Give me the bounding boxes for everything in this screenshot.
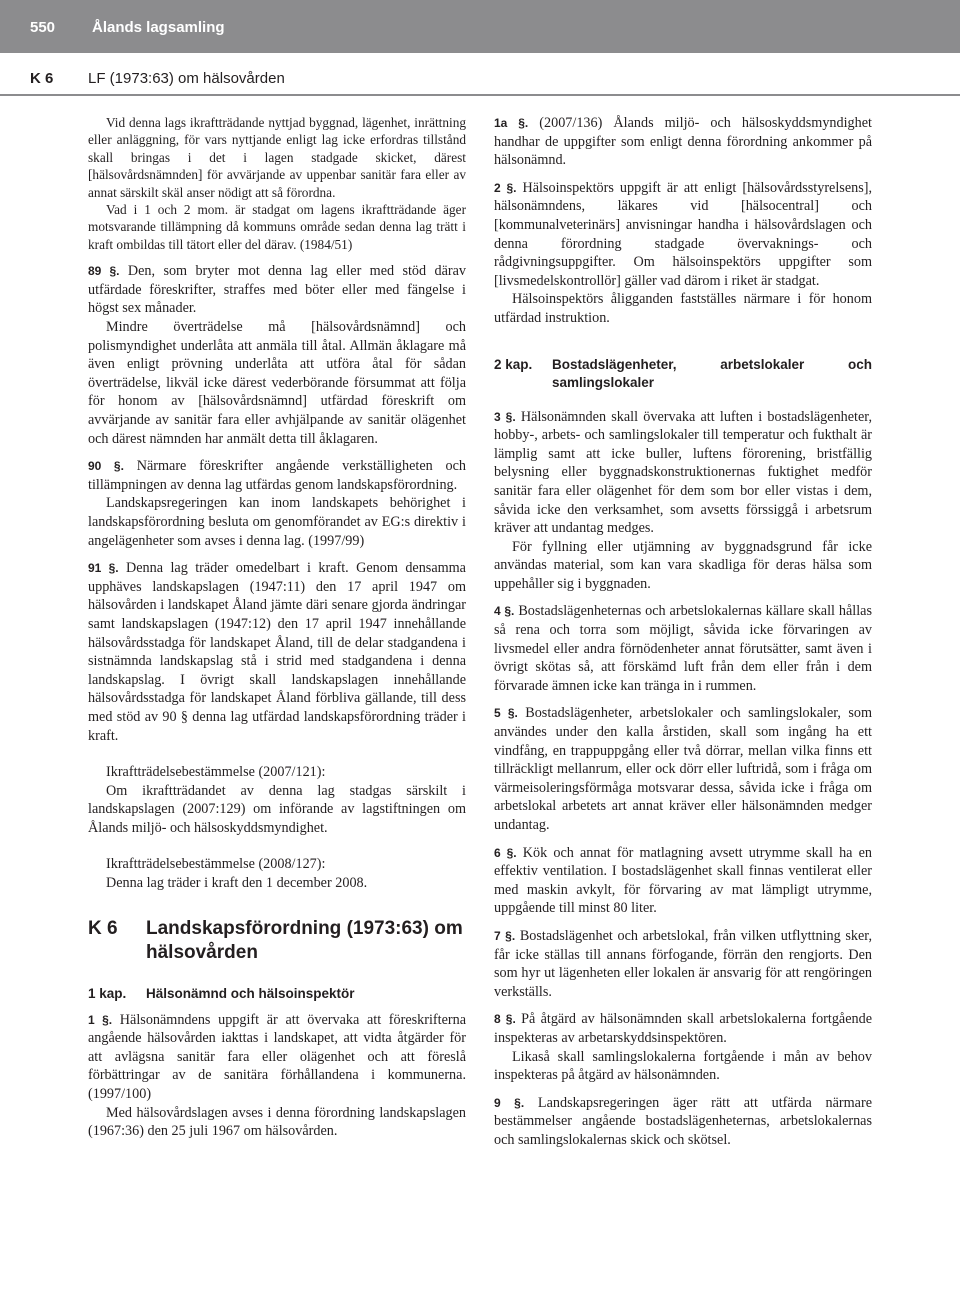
section-text: Denna lag träder omedelbart i kraft. Genom densamma upphäves landskapslagen (1947:11) den 17 april 1947 om hälsovården i landskapet Åland jämte däri senare gjorda ändringar samt landskapslagen (1947:12) den 17 april 1947 innehållande hälsovårdsstadga för landskapet Åland, till de delar stadgandena i sistnämnda landskapslag stå i strid med stadgandena i denna landskapslag. I övrigt skall landskapslagen innehållande hälsovårdsstadga för landskapet Åland förbliva gällande, till dess med stöd av 90 § denna lag utfärdad landskapsförordning träder i kraft. — [88, 560, 466, 744]
section-number: 4 §. — [494, 604, 515, 619]
section-text: Hälsoinspektörs uppgift är att enligt [hälsovårdsstyrelsens], hälsonämndens, läkares vid [hälsocentral] och [kommunalveterinärs] anvisningar handha i hälsovårdslagen och denna förordning stadgade övervaknings- och rådgivningsuppgifter. Om hälsoinspektörs uppgifter som [livsmedelskontrollör] gäller vad därom i riket är stadgat. — [494, 179, 872, 289]
paragraph: Vid denna lags ikraftträdande nyttjad byggnad, lägenhet, inrättning eller anläggning, för vars nyttjande enligt lag icke erfordras tillstånd skall bringas i det i lagen stadgade skicket, därest [hälsovårdsnämnden] för avvärjande av uppenbar sanitär fara eller av annat särskilt skäl anser nödigt att så förordna. — [88, 115, 466, 200]
section-text: Bostadslägenheternas och arbetslokalernas källare skall hållas så rena och torra som möjligt, såvida icke förvaringen av livsmedel eller andra förnödenheter annat förutsätter, samt även i övrigt skötas så, att förskämd luft från dem eller från i dem förvarade ämnen icke kan tränga in i rummen. — [494, 603, 872, 694]
section-text: Bostadslägenhet och arbetslokal, från vilken utflyttning sker, får icke ställas till annans förfogande, förrän den rengjorts. Den som hyr ut lägenheten eller lokalen är ansvarig för att rengöringen verkställs. — [494, 927, 872, 1000]
section-text: Landskapsregeringen äger rätt att utfärda närmare bestämmelser angående bostadslägenheternas, arbetslokalernas och samlingslokalernas skick och skötsel. — [494, 1094, 873, 1148]
chapter-number: 2 kap. — [494, 356, 533, 372]
chapter-heading — [494, 356, 872, 392]
header-divider — [0, 94, 960, 96]
section-6 — [494, 844, 872, 918]
section-90 — [88, 457, 466, 494]
section-text: Kök och annat för matlagning avsett utrymme skall ha en effektiv ventilation. I bostadslägenhet skall finnas ventilerat eller med maskin avkylt, för förvaring av mat lämpligt utrymme, uppgående till minst 80 liter. — [494, 844, 873, 917]
paragraph: För fyllning eller utjämning av byggnadsgrund får icke användas material, som kan vara skadliga för deras hälsa som uppehåller sig i byggnaden. — [494, 538, 872, 592]
section-text: Hälsonämnden skall övervaka att luften i bostadslägenheter, hobby-, arbets- och samlingslokaler till temperatur och fukthalt är lämplig samt att icke buller, luftens förorening, bristfällig belysning eller byggnadskonstruktionernas fuktighet medför sanitär fara eller olägenhet för dem som bor eller vistas i dem, såvida icke den verksamhet, som avsetts förssiggå i arbetsrum kräver att undantag medges. — [494, 408, 872, 537]
section-2 — [494, 179, 872, 291]
enactment-heading: Ikraftträdelsebestämmelse (2008/127): — [106, 856, 326, 873]
section-3 — [494, 408, 872, 538]
chapter-number: 1 kap. — [88, 985, 127, 1001]
left-column — [88, 114, 466, 1141]
section-number: 8 §. — [494, 1012, 516, 1027]
section-7 — [494, 927, 872, 1001]
section-number: 90 §. — [88, 459, 124, 474]
enactment-heading: Ikraftträdelsebestämmelse (2007/121): — [106, 764, 326, 781]
section-text: På åtgärd av hälsonämnden skall arbetslokalerna fortgående inspekteras av arbetarskyddsinspektören. — [494, 1011, 873, 1046]
section-91 — [88, 559, 466, 745]
section-number: 9 §. — [494, 1095, 525, 1110]
section-number: 1a §. — [494, 116, 529, 130]
section-text: Närmare föreskrifter angående verkställigheten och tillämpningen av denna lag utfärdas genom landskapsförordning. — [88, 458, 466, 493]
paragraph: Om ikraftträdandet av denna lag stadgas särskilt i landskapslagen (2007:129) om införande av lagstiftningen om Ålands miljö- och hälsoskyddsmyndighet. — [88, 782, 466, 836]
section-text: Bostadslägenheter, arbetslokaler och samlingslokaler, som användes under den kalla årstiden, skall som ingång ha ett vindfång, en trappuppgång eller två dörrar, mellan vilka finns ett tillräckligt mellanrum, eller ock dörr eller luftridå, som i fråga om värmeisoleringsförmåga motsvarar dessa, såvida icke i fråga om arbetslokal arbetets art annat kräver eller hälsonämnden medger undantag. — [494, 705, 873, 833]
regulation-title: Landskapsförordning (1973:63) om hälsovården — [146, 917, 463, 963]
section-title: LF (1973:63) om hälsovården — [88, 70, 285, 87]
paragraph: Med hälsovårdslagen avses i denna förordning landskapslagen (1967:36) den 25 juli 1967 om hälsovården. — [88, 1104, 466, 1140]
paragraph: Denna lag träder i kraft den 1 december 2008. — [106, 875, 368, 892]
section-number: 7 §. — [494, 928, 516, 943]
paragraph: Hälsoinspektörs åligganden fastställes närmare i för honom utfärdad instruktion. — [494, 291, 872, 326]
section-89 — [88, 262, 466, 318]
running-header — [0, 0, 960, 53]
chapter-title: Hälsonämnd och hälsoinspektör — [146, 985, 355, 1001]
section-5 — [494, 704, 872, 834]
section-text: Den, som bryter mot denna lag eller med stöd därav utfärdade föreskrifter, straffes med böter eller med fängelse i högst sex månader. — [88, 263, 466, 317]
chapter-heading — [88, 985, 466, 1003]
regulation-code: K 6 — [88, 917, 118, 939]
section-4 — [494, 602, 872, 695]
section-number: 91 §. — [88, 561, 119, 576]
section-number: 6 §. — [494, 845, 517, 860]
section-text: (2007/136) Ålands miljö- och hälsoskyddsmyndighet handhar de uppgifter som enligt denna förordning ankommer på hälsonämnd. — [494, 115, 872, 169]
page-number: 550 — [30, 19, 56, 36]
section-text: Hälsonämndens uppgift är att övervaka att föreskrifterna angående hälsovården iakttas i landskapet, att vidta åtgärder för att avlägsna sanitär fara eller olägenhet och att föreslå förbättringar av de sanitära förhållandena i kommunerna. (1997/100) — [88, 1011, 466, 1103]
section-number: 89 §. — [88, 264, 120, 279]
section-number: 1 §. — [88, 1012, 113, 1027]
section-9 — [494, 1094, 872, 1150]
chapter-title: Bostadslägenheter, arbetslokaler och samlingslokaler — [552, 356, 872, 390]
publication-title: Ålands lagsamling — [92, 19, 225, 36]
paragraph: Mindre överträdelse må [hälsovårdsnämnd] och polismyndighet underlåta att anmäla till åtal. Allmän åklagare må även enligt prövning underlåta att utföra åtal för sådan överträdelse, likväl icke därest vederbörande försummat att följa för honom av [hälsovårdsnämnd] utfärdad föreskrift om avvärjande av sanitär fara eller avhjälpande av sanitär olägenhet och därest nämnden har anmält detta till åklagaren. — [88, 319, 466, 447]
regulation-heading — [88, 917, 466, 965]
section-1 — [88, 1011, 466, 1104]
paragraph: Vad i 1 och 2 mom. är stadgat om lagens ikraftträdande äger motsvarande tillämpning då kommuns område sedan denna lag trätt i kraft ombildas till tätort eller del därav. (1984/51) — [88, 202, 466, 252]
right-column — [494, 114, 872, 1150]
section-number: 5 §. — [494, 706, 518, 721]
paragraph: Landskapsregeringen kan inom landskapets behörighet i landskapsförordning besluta om genomförandet av EG:s direktiv i angelägenheter som avses i denna lag. (1997/99) — [88, 495, 466, 549]
section-code: K 6 — [30, 70, 54, 87]
section-1a — [494, 114, 872, 170]
section-8 — [494, 1010, 872, 1047]
paragraph: Likaså skall samlingslokalerna fortgående i mån av behov inspekteras på åtgärd av hälsonämnden. — [494, 1048, 872, 1084]
section-header — [0, 68, 960, 90]
section-number: 2 §. — [494, 180, 517, 195]
section-number: 3 §. — [494, 409, 516, 424]
